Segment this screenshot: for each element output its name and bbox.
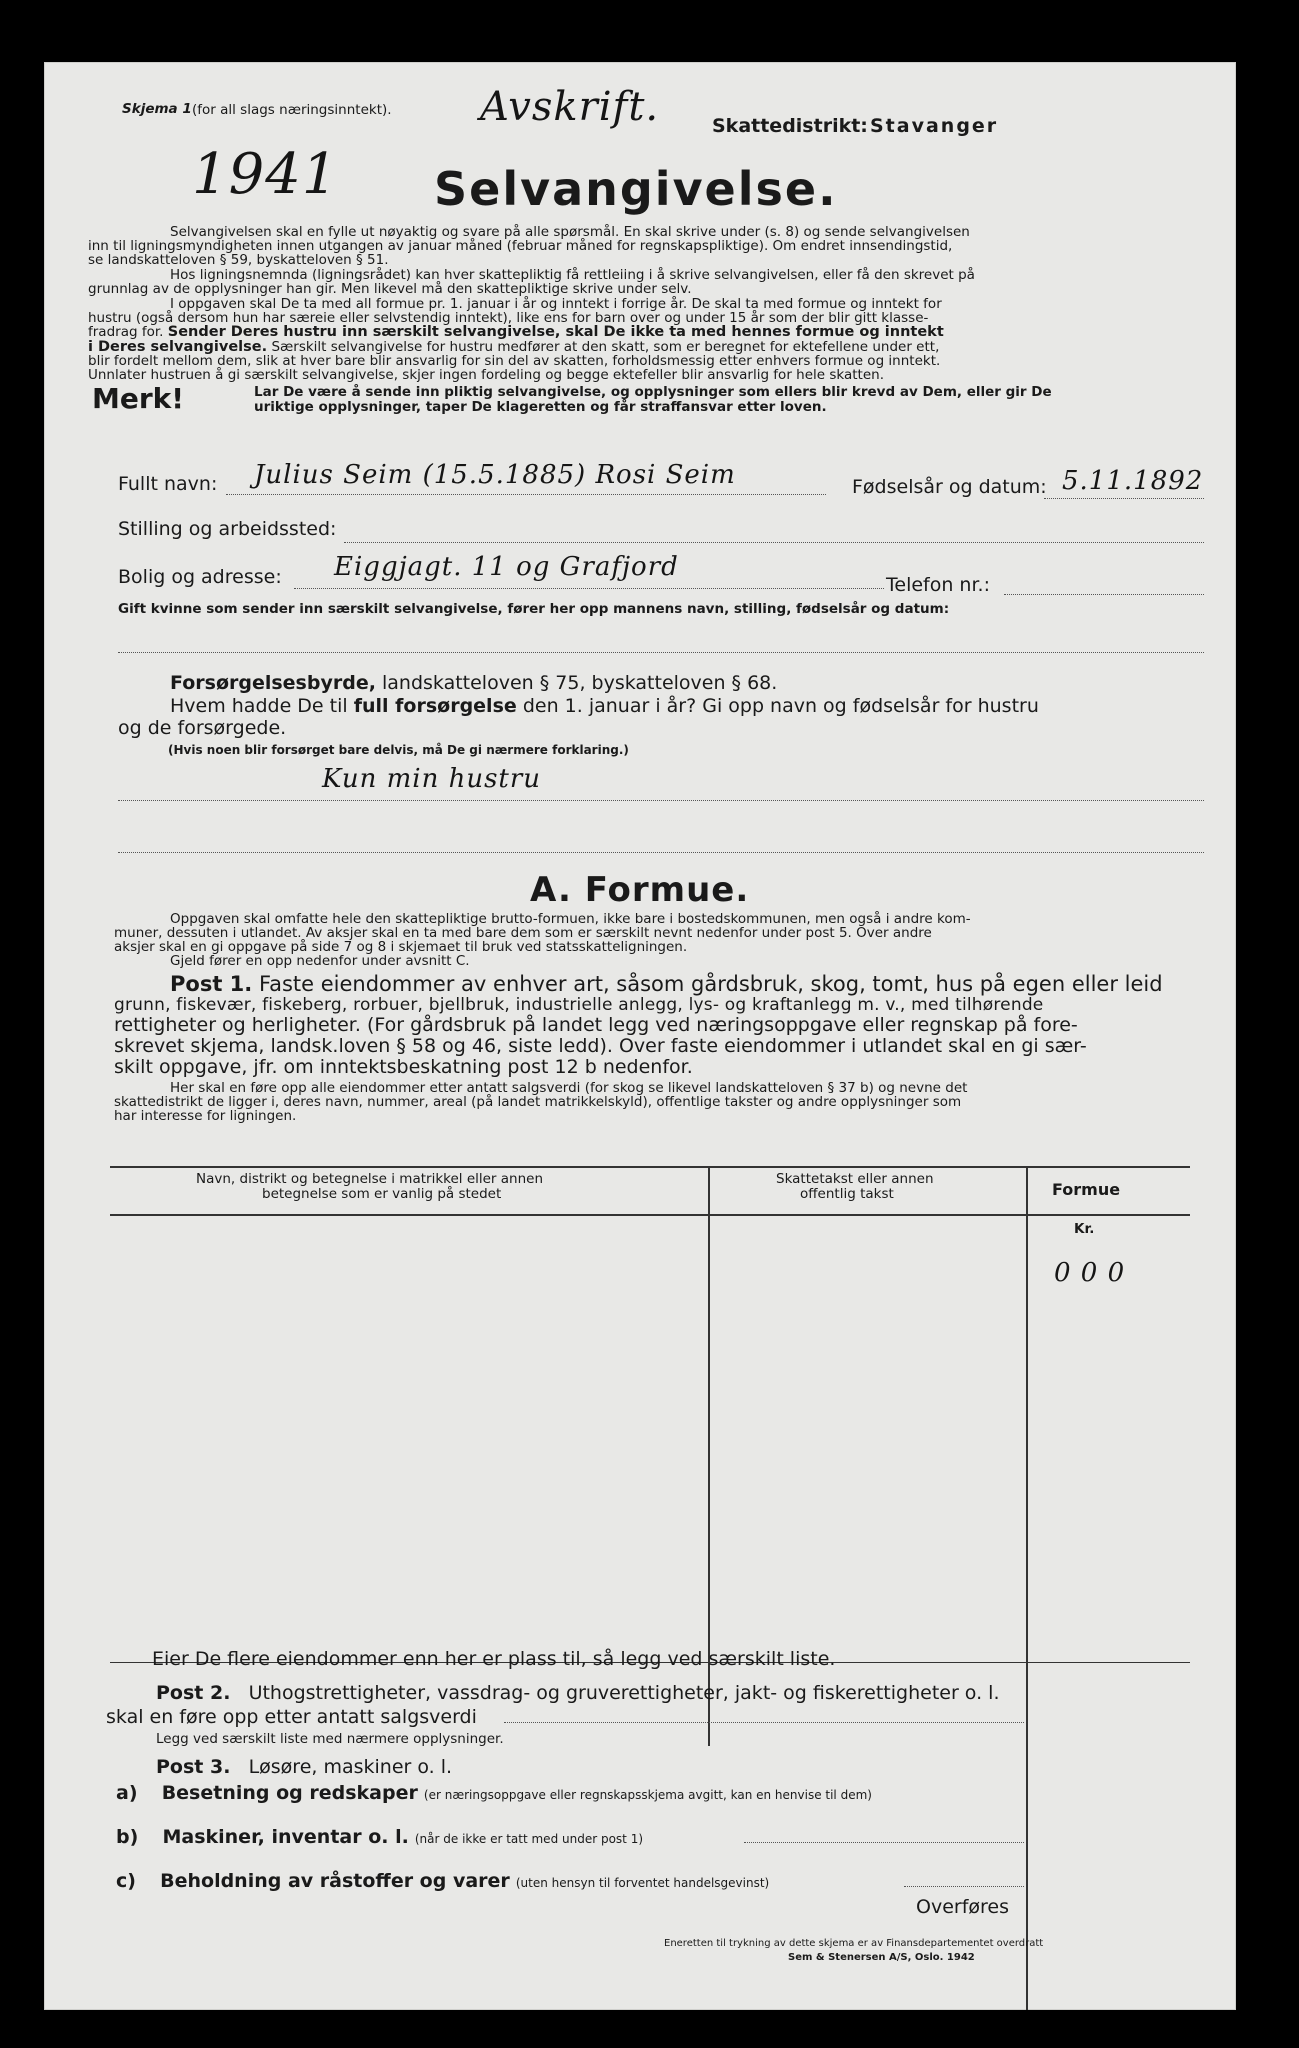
- birth-line: [1044, 498, 1204, 499]
- section-a-text: Oppgaven skal omfatte hele den skattepliktige brutto-formuen, ikke bare i bostedskommunen, men også i andre kom-: [170, 911, 971, 927]
- table-header-col1: betegnelse som er vanlig på stedet: [262, 1186, 502, 1202]
- name-value[interactable]: Julius Seim (15.5.1885) Rosi Seim: [254, 460, 736, 490]
- married-note: Gift kvinne som sender inn særskilt selvangivelse, fører her opp mannens navn, stilling, fødselsår og datum:: [118, 601, 950, 617]
- intro-line: grunnlag av de opplysninger han gir. Men likevel må den skattepliktige skrive under selv.: [88, 281, 692, 297]
- intro-line: Selvangivelsen skal en fylle ut nøyaktig og svare på alle spørsmål. En skal skrive under (s. 8) og sende selvangivelsen: [170, 224, 970, 240]
- table-header-col2: Skattetakst eller annen: [776, 1171, 934, 1187]
- married-line[interactable]: [118, 652, 1204, 653]
- intro-line: Unnlater hustruen å gi særskilt selvangivelse, skjer ingen fordeling og begge ektefeller blir ansvarlig for hele skatten.: [88, 367, 884, 383]
- phone-line[interactable]: [1004, 594, 1204, 595]
- post1-line: Post 1. Faste eiendommer av enhver art, såsom gårdsbruk, skog, tomt, hus på egen eller leid: [170, 972, 1163, 996]
- post3-a: a) Besetning og redskaper (er næringsoppgave eller regnskapsskjema avgitt, kan en henvise til dem): [116, 1782, 872, 1804]
- post1-line: skilt oppgave, jfr. om inntektsbeskatning post 12 b nedenfor.: [114, 1056, 693, 1078]
- section-a-text: har interesse for ligningen.: [114, 1108, 297, 1124]
- merk-label: Merk!: [92, 382, 185, 415]
- section-a-text: muner, dessuten i utlandet. Av aksjer skal en ta med bare dem som er særskilt nevnt nedenfor under post 5. Over andre: [114, 925, 932, 941]
- intro-line: inn til ligningsmyndigheten innen utgangen av januar måned (februar måned for regnskapspliktige). Om endret innsendingstid,: [88, 238, 953, 254]
- address-label: Bolig og adresse:: [118, 566, 282, 588]
- dependents-heading: Forsørgelsesbyrde, landskatteloven § 75, byskatteloven § 68.: [170, 672, 778, 694]
- handwritten-copy-mark: Avskrift.: [480, 84, 660, 130]
- schema-note: (for all slags næringsinntekt).: [192, 102, 392, 118]
- post3-c-leader: [904, 1886, 1024, 1887]
- dependents-answer[interactable]: Kun min hustru: [322, 764, 542, 794]
- table-header-rule: [110, 1214, 1190, 1216]
- intro-line: I oppgaven skal De ta med all formue pr. 1. januar i år og inntekt i forrige år. De skal ta med formue og inntekt for: [170, 296, 942, 312]
- name-line: [226, 494, 826, 495]
- dependents-line-1: [118, 800, 1204, 801]
- printer-line: Eneretten til trykning av dette skjema er av Finansdepartementet overdratt: [664, 1938, 1044, 1949]
- district-value: Stavanger: [870, 115, 999, 137]
- post1-line: rettigheter og herligheter. (For gårdsbruk på landet legg ved næringsoppgave eller regnskap på fore-: [114, 1014, 1078, 1036]
- section-a-text: skattedistrikt de ligger i, deres navn, nummer, areal (på landet matrikkelskyld), offentlige takster og andre opplysninger som: [114, 1094, 962, 1110]
- currency-label: Kr.: [1074, 1221, 1095, 1237]
- occupation-line[interactable]: [344, 542, 1204, 543]
- dependents-question: Hvem hadde De til full forsørgelse den 1. januar i år? Gi opp navn og fødselsår for hustru: [170, 695, 1039, 717]
- schema-label: Skjema 1: [122, 101, 192, 117]
- phone-label: Telefon nr.:: [886, 574, 990, 596]
- handwritten-year: 1941: [192, 142, 339, 207]
- intro-line: i Deres selvangivelse. Særskilt selvangivelse for hustru medfører at den skatt, som er beregnet for ektefellene under ett,: [88, 339, 940, 355]
- dependents-question-cont: og de forsørgede.: [118, 717, 287, 739]
- table-col-divider: [1026, 1166, 1028, 2010]
- address-value[interactable]: Eiggjagt. 11 og Grafjord: [334, 552, 679, 582]
- post1-line: grunn, fiskevær, fiskeberg, rorbuer, bjellbruk, industrielle anlegg, lys- og kraftanlegg m. v., med tilhørende: [114, 995, 1044, 1015]
- post3-b-leader: [744, 1842, 1024, 1843]
- address-line: [294, 588, 884, 589]
- dependents-line-2[interactable]: [118, 852, 1204, 853]
- birth-value[interactable]: 5.11.1892: [1062, 466, 1204, 496]
- printer-line: Sem & Stenersen A/S, Oslo. 1942: [788, 1952, 975, 1963]
- post3-line: Post 3. Løsøre, maskiner o. l.: [156, 1756, 453, 1778]
- handwritten-amount[interactable]: 0 0 0: [1054, 1258, 1126, 1288]
- intro-line: fradrag for. Sender Deres hustru inn særskilt selvangivelse, skal De ikke ta med hennes formue og inntekt: [88, 324, 944, 340]
- intro-line: blir fordelt mellom dem, slik at hver bare blir ansvarlig for sin del av skatten, forholdsmessig etter enhvers formue og inntekt.: [88, 353, 941, 369]
- section-a-text: Her skal en føre opp alle eiendommer etter antatt salgsverdi (for skog se likevel landskatteloven § 37 b) og nevne det: [170, 1080, 968, 1096]
- merk-line: Lar De være å sende inn pliktig selvangivelse, og opplysninger som ellers blir krevd av Dem, eller gir De: [254, 384, 1052, 400]
- dependents-note: (Hvis noen blir forsørget bare delvis, må De gi nærmere forklaring.): [168, 743, 629, 757]
- table-header-col3: Formue: [1052, 1180, 1121, 1199]
- more-properties-note: Eier De flere eiendommer enn her er plass til, så legg ved særskilt liste.: [152, 1648, 836, 1670]
- post2-leader: [504, 1722, 1024, 1723]
- section-a-text: aksjer skal en gi oppgave på side 7 og 8 i skjemaet til bruk ved statsskatteligningen.: [114, 939, 688, 955]
- intro-line: hustru (også dersom hun har særeie eller selvstendig inntekt), like ens for barn over og under 15 år som der blir gitt klasse-: [88, 310, 929, 326]
- intro-line: Hos ligningsnemnda (ligningsrådet) kan hver skattepliktig få rettleiing i å skrive selvangivelsen, eller få den skrevet på: [170, 267, 975, 283]
- form-page: [44, 62, 1236, 2010]
- post2-line: Post 2. Uthogstrettigheter, vassdrag- og gruverettigheter, jakt- og fiskerettigheter o. l.: [156, 1682, 1000, 1704]
- section-a-title: A. Formue.: [530, 870, 750, 910]
- name-label: Fullt navn:: [118, 473, 218, 495]
- post2-note: Legg ved særskilt liste med nærmere opplysninger.: [156, 1731, 504, 1747]
- section-a-text: Gjeld fører en opp nedenfor under avsnitt C.: [170, 953, 470, 969]
- post3-b: b) Maskiner, inventar o. l. (når de ikke er tatt med under post 1): [116, 1826, 644, 1848]
- post1-line: skrevet skjema, landsk.loven § 58 og 46, siste ledd). Over faste eiendommer i utlandet skal en gi sær-: [114, 1035, 1087, 1057]
- table-header-col1: Navn, distrikt og betegnelse i matrikkel eller annen: [196, 1171, 544, 1187]
- merk-line: uriktige opplysninger, taper De klageretten og får straffansvar etter loven.: [254, 399, 827, 415]
- district-label: Skattedistrikt:: [712, 115, 868, 137]
- carried-forward-label: Overføres: [916, 1896, 1009, 1918]
- table-top-rule: [110, 1166, 1190, 1168]
- intro-line: se landskatteloven § 59, byskatteloven § 51.: [88, 252, 389, 268]
- table-header-col2: offentlig takst: [800, 1186, 894, 1202]
- birth-label: Fødselsår og datum:: [852, 476, 1047, 498]
- occupation-label: Stilling og arbeidssted:: [118, 518, 337, 540]
- form-title: Selvangivelse.: [434, 162, 838, 216]
- post3-c: c) Beholdning av råstoffer og varer (uten hensyn til forventet handelsgevinst): [116, 1870, 770, 1892]
- post2-line: skal en føre opp etter antatt salgsverdi: [106, 1706, 477, 1728]
